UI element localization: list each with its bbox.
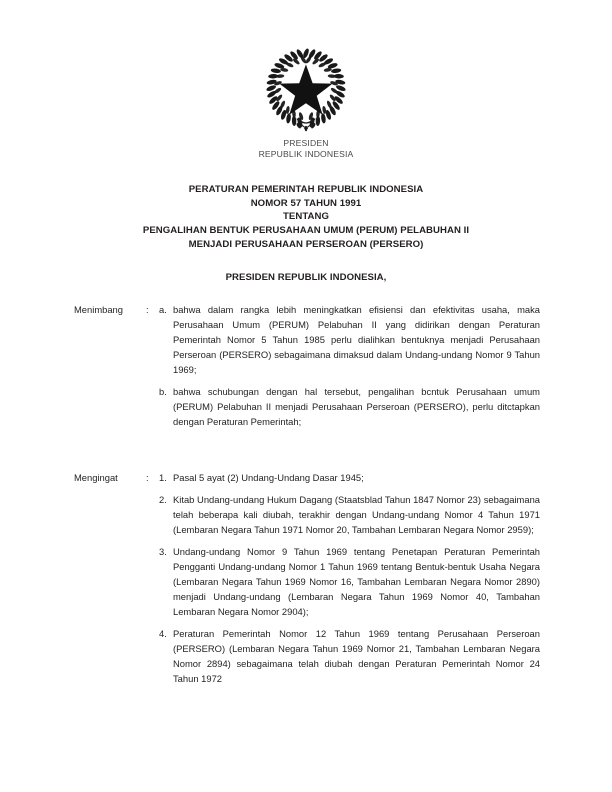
menimbang-label: Menimbang: [74, 304, 123, 315]
item-marker: b.: [159, 386, 167, 397]
mengingat-item: [159, 470, 540, 485]
title-line-5: MENJADI PERUSAHAAN PERSEROAN (PERSERO): [188, 238, 424, 250]
menimbang-items: [159, 302, 540, 429]
item-marker: 3.: [159, 546, 167, 557]
item-text: Pasal 5 ayat (2) Undang-Undang Dasar 1945;: [173, 472, 364, 483]
document-title: [0, 183, 612, 252]
mengingat-clause: [74, 470, 540, 686]
mengingat-item: [159, 492, 540, 537]
emblem-caption: [0, 138, 612, 161]
mengingat-items: [159, 470, 540, 686]
subject-heading: PRESIDEN REPUBLIK INDONESIA,: [225, 272, 387, 283]
item-text: Kitab Undang-undang Hukum Dagang (Staatsblad Tahun 1847 Nomor 23) sebagaimana telah beberapa kali diubah, terakhir dengan Undang-undang Nomor 4 Tahun 1971 (Lembaran Negara Tahun 1971 Nomor 20, Tambahan Lembaran Negara Nomor 2959);: [173, 494, 540, 535]
title-line-1: PERATURAN PEMERINTAH REPUBLIK INDONESIA: [188, 184, 424, 195]
title-line-3: TENTANG: [282, 211, 329, 223]
title-line-2: NOMOR 57 TAHUN 1991: [250, 197, 362, 209]
mengingat-item: [159, 626, 540, 686]
menimbang-item: [159, 384, 540, 429]
title-line-4: PENGALIHAN BENTUK PERUSAHAAN UMUM (PERUM) PELABUHAN II: [142, 225, 470, 237]
item-text: bahwa schubungan dengan hal tersebut, pengalihan bcntuk Perusahaan umum (PERUM) Pelabuhan II menjadi Perusahaan Perseroan (PERSERO), perlu ditctapkan dengan Peraturan Pemerintah;: [173, 386, 540, 427]
item-marker: 4.: [159, 628, 167, 639]
mengingat-colon: :: [146, 472, 149, 483]
item-text: Peraturan Pemerintah Nomor 12 Tahun 1969 tentang Perusahaan Perseroan (PERSERO) (Lembaran Negara Tahun 1969 Nomor 21, Tambahan Lembaran Negara Nomor 2894) sebagaimana telah diubah dengan Peraturan Pemerintah Nomor 24 Tahun 1972: [173, 628, 540, 684]
menimbang-item: [159, 302, 540, 377]
mengingat-label: Mengingat: [74, 472, 118, 483]
emblem-block: [0, 46, 612, 161]
emblem-caption-line2: REPUBLIK INDONESIA: [258, 149, 354, 160]
emblem-caption-line1: PRESIDEN: [283, 138, 329, 148]
item-marker: 1.: [159, 472, 167, 483]
indonesia-presidential-emblem-star-wreath: [260, 46, 352, 134]
menimbang-clause: [74, 302, 540, 429]
mengingat-item: [159, 544, 540, 619]
item-text: bahwa dalam rangka lebih meningkatkan efisiensi dan efektivitas usaha, maka Perusahaan Umum (PERUM) Pelabuhan II yang didirikan dengan Peraturan Pemerintah Nomor 5 Tahun 1985 perlu dialihkan bentuknya menjadi Perusahaan Perseroan (PERSERO) sebagaimana dimaksud dalam Undang-undang Nomor 9 Tahun 1969;: [173, 304, 540, 375]
menimbang-colon: :: [146, 304, 149, 315]
menimbang-row: [74, 302, 540, 429]
item-marker: 2.: [159, 494, 167, 505]
item-text: Undang-undang Nomor 9 Tahun 1969 tentang Penetapan Peraturan Pemerintah Pengganti Undang-undang Nomor 1 Tahun 1969 tentang Bentuk-bentuk Usaha Negara (Lembaran Negara Tahun 1969 Nomor 16, Tambahan Lembaran Negara Nomor 2890) menjadi Undang-undang (Lembaran Negara Tahun 1969 Nomor 40, Tambahan Lembaran Negara Nomor 2904);: [173, 546, 540, 617]
mengingat-row: [74, 470, 540, 686]
item-marker: a.: [159, 304, 167, 315]
